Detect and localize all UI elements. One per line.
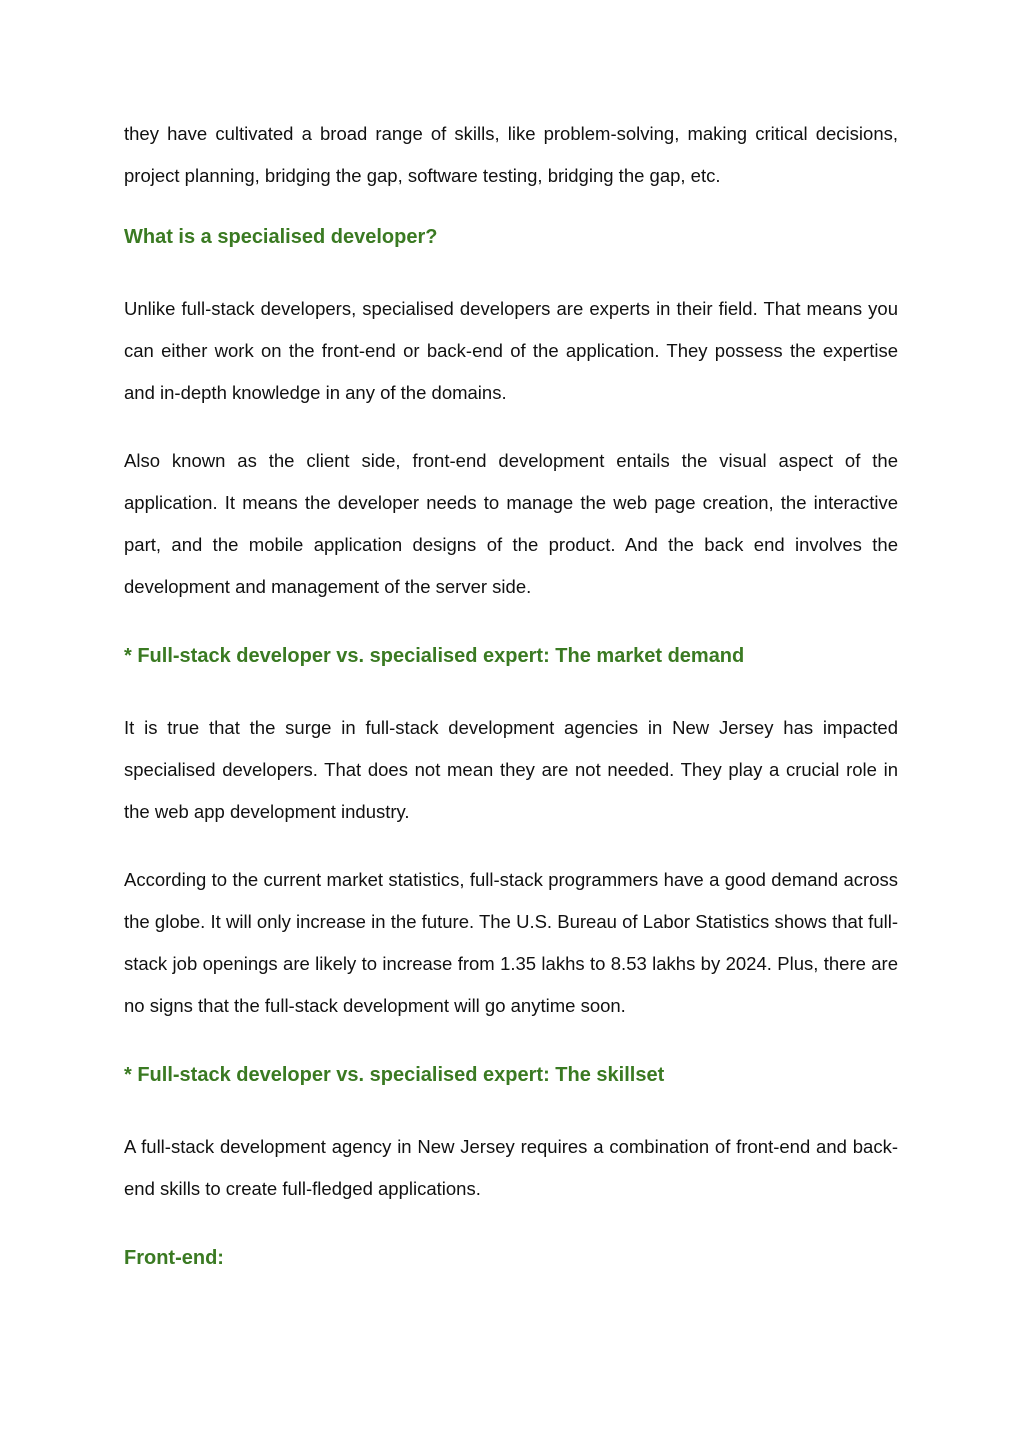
- heading-specialised-developer: What is a specialised developer?: [124, 226, 438, 248]
- document-page: [124, 113, 898, 1309]
- paragraph-skills-intro: they have cultivated a broad range of skills, like problem-solving, making critical decisions, project planning, bridging the gap, software testing, bridging the gap, etc.: [124, 123, 898, 186]
- paragraph-surge-impact: It is true that the surge in full-stack development agencies in New Jersey has impacted specialised developers. That does not mean they are not needed. They play a crucial role in the web app development industry.: [124, 717, 898, 822]
- heading-front-end: Front-end:: [124, 1247, 224, 1269]
- paragraph-skill-combination: A full-stack development agency in New Jersey requires a combination of front-end and back-end skills to create full-fledged applications.: [124, 1136, 898, 1199]
- paragraph-specialised-definition: Unlike full-stack developers, specialised developers are experts in their field. That means you can either work on the front-end or back-end of the application. They possess the expertise and in-depth knowledge in any of the domains.: [124, 298, 898, 403]
- heading-market-demand: * Full-stack developer vs. specialised expert: The market demand: [124, 645, 745, 667]
- paragraph-front-end-back-end: Also known as the client side, front-end development entails the visual aspect of the application. It means the developer needs to manage the web page creation, the interactive part, and the mobile application designs of the product. And the back end involves the development and management of the server side.: [124, 450, 898, 597]
- heading-skillset: * Full-stack developer vs. specialised expert: The skillset: [124, 1064, 665, 1086]
- paragraph-market-statistics: According to the current market statistics, full-stack programmers have a good demand across the globe. It will only increase in the future. The U.S. Bureau of Labor Statistics shows that full-stack job openings are likely to increase from 1.35 lakhs to 8.53 lakhs by 2024. Plus, there are no signs that the full-stack development will go anytime soon.: [124, 869, 898, 1016]
